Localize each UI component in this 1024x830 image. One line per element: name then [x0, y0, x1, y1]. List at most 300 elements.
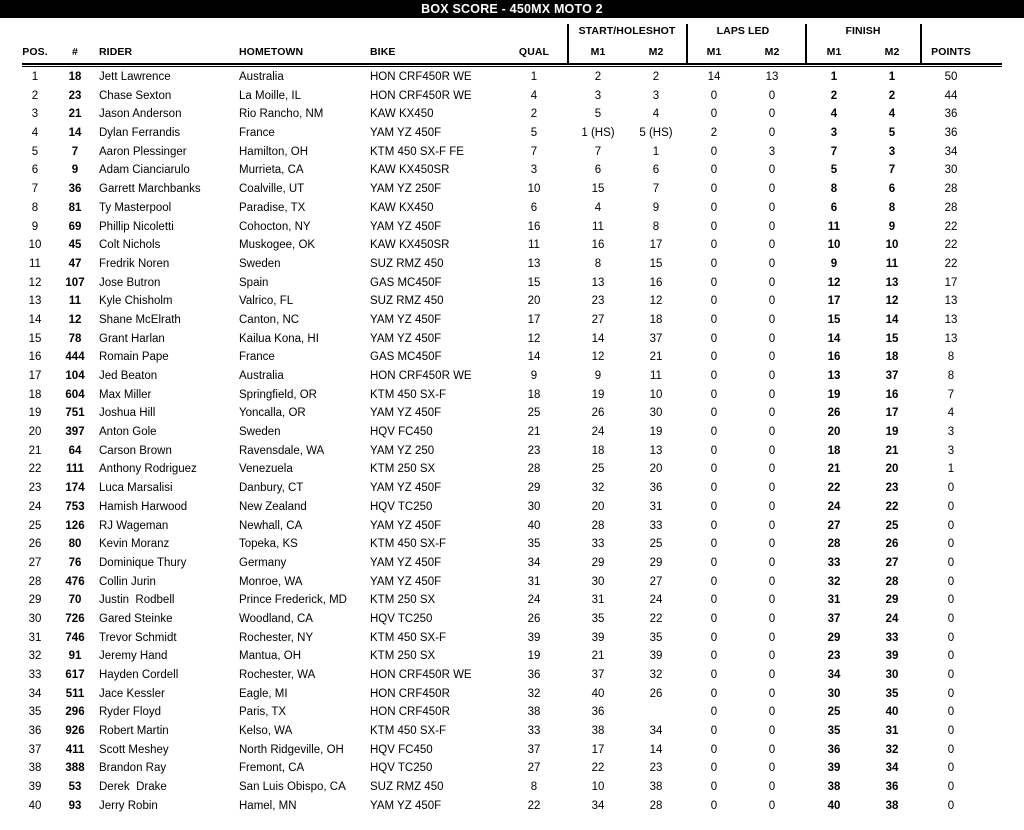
- cell-laps-m1: 0: [710, 108, 718, 121]
- cell-number: 45: [68, 239, 82, 252]
- cell-hometown: Muskogee, OK: [239, 239, 316, 252]
- column-header-hometown: HOMETOWN: [239, 46, 304, 58]
- column-header-start-m1: M1: [590, 46, 606, 58]
- cell-qual: 27: [527, 762, 541, 775]
- cell-points: 13: [944, 313, 958, 326]
- cell-number: 69: [68, 220, 82, 233]
- cell-start-m2: 20: [649, 463, 663, 476]
- cell-start-m1: 4: [594, 201, 602, 214]
- cell-qual: 17: [527, 313, 541, 326]
- cell-bike: KAW KX450: [370, 108, 434, 121]
- cell-finish-m2: 1: [888, 71, 896, 83]
- cell-finish-m1: 10: [827, 239, 841, 252]
- table-row[interactable]: [0, 423, 1024, 442]
- cell-number: 47: [68, 257, 82, 270]
- table-row[interactable]: [0, 161, 1024, 180]
- column-header-bike: BIKE: [370, 46, 396, 58]
- cell-pos: 2: [31, 89, 39, 102]
- cell-laps-m1: 0: [710, 295, 718, 308]
- cell-finish-m1: 13: [827, 370, 841, 382]
- cell-rider: Phillip Nicoletti: [99, 220, 174, 233]
- cell-start-m1: 10: [591, 781, 605, 794]
- column-header-qual: QUAL: [518, 46, 550, 58]
- cell-finish-m1: 36: [827, 743, 841, 756]
- cell-laps-m2: 0: [768, 594, 776, 607]
- cell-points: 28: [944, 201, 958, 214]
- cell-points: 3: [947, 426, 955, 439]
- cell-start-m1: 11: [592, 220, 604, 233]
- cell-start-m2: 35: [649, 631, 663, 644]
- cell-laps-m1: 0: [710, 650, 718, 663]
- cell-hometown: Kelso, WA: [239, 725, 293, 738]
- cell-rider: Chase Sexton: [99, 89, 172, 102]
- cell-finish-m1: 7: [830, 145, 838, 158]
- cell-rider: Ryder Floyd: [99, 706, 161, 719]
- cell-qual: 36: [527, 669, 541, 681]
- cell-start-m2: 30: [649, 407, 663, 420]
- cell-start-m2: 10: [649, 388, 663, 401]
- cell-points: 30: [944, 164, 958, 177]
- group-header-start-holeshot: START/HOLESHOT: [578, 25, 676, 37]
- group-header-finish: FINISH: [845, 25, 881, 37]
- cell-number: 12: [68, 313, 82, 326]
- cell-start-m1: 23: [591, 295, 605, 308]
- cell-laps-m2: 0: [768, 669, 776, 681]
- cell-pos: 18: [28, 388, 42, 401]
- cell-finish-m1: 37: [827, 612, 841, 625]
- cell-rider: Shane McElrath: [99, 313, 181, 326]
- cell-qual: 2: [530, 108, 538, 121]
- cell-start-m2: 18: [649, 313, 663, 326]
- cell-points: 0: [947, 650, 955, 663]
- cell-start-m2: 17: [649, 239, 663, 252]
- cell-qual: 25: [527, 407, 541, 420]
- cell-finish-m2: 27: [885, 556, 899, 569]
- cell-finish-m1: 11: [827, 220, 841, 233]
- cell-finish-m2: 20: [885, 463, 899, 476]
- cell-start-m2: 26: [649, 687, 663, 700]
- cell-points: 22: [944, 257, 958, 270]
- table-row[interactable]: [0, 460, 1024, 479]
- cell-rider: Fredrik Noren: [99, 257, 170, 270]
- column-header-number: #: [72, 46, 78, 58]
- cell-laps-m2: 0: [768, 743, 776, 756]
- cell-pos: 34: [28, 687, 42, 700]
- cell-points: 0: [947, 575, 955, 588]
- cell-start-m1: 36: [591, 706, 605, 719]
- table-row[interactable]: [0, 797, 1024, 816]
- cell-finish-m2: 38: [885, 799, 899, 812]
- table-row[interactable]: [0, 124, 1024, 143]
- cell-points: 22: [944, 220, 958, 233]
- cell-laps-m1: 0: [710, 370, 718, 382]
- cell-finish-m1: 20: [827, 426, 841, 439]
- cell-points: 17: [944, 276, 958, 289]
- cell-number: 111: [66, 463, 84, 476]
- cell-rider: Garrett Marchbanks: [99, 183, 201, 196]
- cell-start-m2: 22: [649, 612, 663, 625]
- cell-finish-m1: 6: [830, 201, 838, 214]
- cell-bike: SUZ RMZ 450: [370, 257, 444, 270]
- cell-start-m2: 14: [649, 743, 663, 756]
- cell-bike: KTM 450 SX-F FE: [370, 145, 464, 158]
- cell-laps-m1: 0: [710, 313, 718, 326]
- cell-qual: 29: [527, 482, 541, 495]
- cell-bike: KTM 450 SX-F: [370, 388, 447, 401]
- cell-bike: HQV TC250: [370, 500, 433, 513]
- cell-start-m1: 5: [594, 108, 602, 121]
- cell-points: 0: [947, 556, 955, 569]
- cell-start-m1: 37: [591, 669, 605, 681]
- cell-qual: 6: [530, 201, 538, 214]
- cell-pos: 31: [28, 631, 42, 644]
- cell-start-m1: 21: [591, 650, 605, 663]
- cell-points: 1: [947, 463, 955, 476]
- cell-qual: 7: [530, 145, 538, 158]
- cell-number: 397: [65, 426, 85, 439]
- cell-laps-m1: 0: [710, 201, 718, 214]
- cell-start-m2: 37: [649, 332, 663, 345]
- cell-start-m1: 30: [591, 575, 605, 588]
- cell-start-m2: 12: [649, 295, 663, 308]
- cell-start-m1: 22: [591, 762, 605, 775]
- cell-pos: 16: [28, 351, 42, 364]
- cell-laps-m1: 0: [710, 220, 718, 233]
- cell-rider: Scott Meshey: [99, 743, 169, 756]
- cell-laps-m2: 0: [768, 781, 776, 794]
- cell-bike: SUZ RMZ 450: [370, 781, 444, 794]
- table-row[interactable]: [0, 517, 1024, 536]
- cell-laps-m1: 0: [710, 482, 718, 495]
- cell-laps-m1: 0: [710, 164, 718, 177]
- page-title: BOX SCORE - 450MX MOTO 2: [0, 0, 1024, 18]
- cell-laps-m2: 0: [768, 762, 776, 775]
- cell-finish-m2: 32: [885, 743, 899, 756]
- cell-finish-m2: 4: [888, 108, 896, 121]
- cell-laps-m1: 0: [710, 669, 718, 681]
- table-row[interactable]: [0, 778, 1024, 797]
- cell-bike: YAM YZ 250: [370, 444, 435, 457]
- cell-pos: 23: [28, 482, 42, 495]
- header-rule-thick: [22, 63, 1002, 65]
- cell-hometown: Danbury, CT: [239, 482, 304, 495]
- cell-points: 13: [944, 332, 958, 345]
- cell-start-m2: 28: [649, 799, 663, 812]
- table-row[interactable]: [0, 367, 1024, 386]
- cell-qual: 23: [527, 444, 541, 457]
- table-row[interactable]: [0, 554, 1024, 573]
- cell-pos: 8: [31, 201, 39, 214]
- cell-laps-m2: 0: [768, 426, 776, 439]
- cell-laps-m1: 14: [707, 71, 721, 83]
- cell-start-m2: 27: [649, 575, 663, 588]
- cell-finish-m2: 7: [888, 164, 896, 177]
- cell-finish-m2: 14: [885, 313, 899, 326]
- cell-pos: 7: [31, 183, 39, 196]
- cell-pos: 35: [28, 706, 42, 719]
- cell-laps-m2: 0: [768, 444, 776, 457]
- cell-start-m1: 3: [594, 89, 602, 102]
- cell-finish-m2: 3: [888, 145, 896, 158]
- table-row[interactable]: [0, 330, 1024, 349]
- cell-pos: 21: [28, 444, 42, 457]
- cell-qual: 1: [530, 71, 538, 83]
- cell-start-m1: 31: [591, 594, 605, 607]
- cell-rider: Jose Butron: [99, 276, 161, 289]
- cell-number: 926: [65, 725, 85, 738]
- cell-hometown: Coalville, UT: [239, 183, 305, 196]
- cell-number: 80: [68, 538, 82, 551]
- cell-laps-m1: 0: [710, 781, 718, 794]
- cell-finish-m1: 2: [830, 89, 838, 102]
- cell-laps-m2: 13: [765, 71, 779, 83]
- cell-start-m2: 31: [649, 500, 663, 513]
- table-row[interactable]: [0, 610, 1024, 629]
- cell-finish-m1: 14: [827, 332, 841, 345]
- cell-hometown: Sweden: [239, 257, 281, 270]
- cell-number: 21: [68, 108, 82, 121]
- cell-number: 64: [68, 444, 82, 457]
- cell-finish-m2: 21: [885, 444, 899, 457]
- cell-hometown: New Zealand: [239, 500, 307, 513]
- cell-rider: Justin Rodbell: [99, 594, 175, 607]
- cell-laps-m1: 0: [710, 276, 718, 289]
- cell-bike: HQV FC450: [370, 426, 433, 439]
- cell-pos: 6: [31, 164, 39, 177]
- table-row[interactable]: [0, 741, 1024, 760]
- cell-laps-m1: 0: [710, 631, 718, 644]
- table-row[interactable]: [0, 68, 1024, 87]
- cell-number: 444: [65, 351, 85, 364]
- cell-points: 7: [947, 388, 955, 401]
- cell-points: 0: [947, 725, 955, 738]
- cell-points: 4: [947, 407, 955, 420]
- cell-start-m2: 1: [652, 145, 660, 158]
- cell-finish-m1: 39: [827, 762, 841, 775]
- cell-finish-m1: 34: [827, 669, 841, 681]
- table-row[interactable]: [0, 666, 1024, 685]
- cell-start-m2: 39: [649, 650, 663, 663]
- cell-points: 22: [944, 239, 958, 252]
- cell-pos: 1: [31, 71, 39, 83]
- cell-laps-m2: 0: [768, 388, 776, 401]
- table-row[interactable]: [0, 629, 1024, 648]
- cell-number: 104: [65, 370, 85, 382]
- table-row[interactable]: [0, 255, 1024, 274]
- cell-hometown: Murrieta, CA: [239, 164, 304, 177]
- cell-laps-m2: 0: [768, 407, 776, 420]
- group-header-laps-led: LAPS LED: [716, 25, 770, 37]
- cell-finish-m2: 36: [885, 781, 899, 794]
- cell-laps-m2: 0: [768, 370, 776, 382]
- cell-number: 511: [65, 687, 85, 700]
- cell-hometown: Monroe, WA: [239, 575, 303, 588]
- cell-laps-m1: 0: [710, 575, 718, 588]
- table-row[interactable]: [0, 199, 1024, 218]
- table-row[interactable]: [0, 759, 1024, 778]
- table-row[interactable]: [0, 479, 1024, 498]
- cell-points: 0: [947, 500, 955, 513]
- table-row[interactable]: [0, 685, 1024, 704]
- column-header-rider: RIDER: [99, 46, 133, 58]
- cell-start-m2: 38: [649, 781, 663, 794]
- cell-pos: 20: [28, 426, 42, 439]
- cell-start-m2: 36: [649, 482, 663, 495]
- cell-start-m1: 40: [591, 687, 605, 700]
- cell-start-m1: 20: [591, 500, 605, 513]
- cell-laps-m1: 0: [710, 426, 718, 439]
- cell-bike: YAM YZ 450F: [370, 799, 442, 812]
- cell-start-m1: 17: [591, 743, 605, 756]
- cell-pos: 5: [31, 145, 39, 158]
- cell-laps-m1: 0: [710, 762, 718, 775]
- table-row[interactable]: [0, 180, 1024, 199]
- cell-hometown: Yoncalla, OR: [239, 407, 306, 420]
- cell-start-m2: 32: [649, 669, 663, 681]
- cell-hometown: San Luis Obispo, CA: [239, 781, 346, 794]
- column-header-finish-m2: M2: [884, 46, 900, 58]
- cell-rider: Jett Lawrence: [99, 71, 171, 83]
- cell-start-m1: 24: [591, 426, 605, 439]
- table-row[interactable]: [0, 386, 1024, 405]
- table-row[interactable]: [0, 218, 1024, 237]
- cell-number: 14: [68, 127, 82, 140]
- cell-start-m2: 5 (HS): [639, 127, 673, 140]
- cell-qual: 35: [527, 538, 541, 551]
- table-row[interactable]: [0, 703, 1024, 722]
- cell-laps-m2: 0: [768, 725, 776, 738]
- cell-start-m2: 16: [649, 276, 663, 289]
- cell-hometown: Canton, NC: [239, 313, 300, 326]
- cell-hometown: Cohocton, NY: [239, 220, 311, 233]
- cell-finish-m1: 3: [830, 127, 838, 140]
- cell-hometown: Hamilton, OH: [239, 145, 309, 158]
- cell-rider: Colt Nichols: [99, 239, 161, 252]
- cell-number: 411: [65, 743, 85, 756]
- cell-start-m2: 29: [649, 556, 663, 569]
- cell-finish-m2: 28: [885, 575, 899, 588]
- cell-hometown: Eagle, MI: [239, 687, 288, 700]
- cell-number: 107: [65, 276, 85, 289]
- table-row[interactable]: [0, 105, 1024, 124]
- cell-laps-m2: 0: [768, 332, 776, 345]
- cell-finish-m2: 22: [885, 500, 899, 513]
- cell-rider: Gared Steinke: [99, 612, 173, 625]
- cell-bike: YAM YZ 450F: [370, 332, 442, 345]
- cell-finish-m1: 23: [827, 650, 841, 663]
- table-row[interactable]: [0, 404, 1024, 423]
- table-row[interactable]: [0, 722, 1024, 741]
- table-row[interactable]: [0, 348, 1024, 367]
- cell-laps-m1: 0: [710, 239, 718, 252]
- cell-pos: 25: [28, 519, 42, 532]
- cell-laps-m1: 0: [710, 257, 718, 270]
- table-row[interactable]: [0, 87, 1024, 106]
- table-row[interactable]: [0, 498, 1024, 517]
- table-row[interactable]: [0, 274, 1024, 293]
- cell-finish-m2: 15: [885, 332, 899, 345]
- cell-hometown: Newhall, CA: [239, 519, 303, 532]
- cell-start-m1: 9: [594, 370, 602, 382]
- cell-number: 388: [65, 762, 85, 775]
- cell-finish-m2: 34: [885, 762, 899, 775]
- cell-number: 9: [71, 164, 79, 177]
- table-row[interactable]: [0, 311, 1024, 330]
- cell-start-m2: 23: [649, 762, 663, 775]
- cell-pos: 30: [28, 612, 42, 625]
- cell-points: 0: [947, 762, 955, 775]
- cell-pos: 22: [28, 463, 42, 476]
- cell-finish-m1: 12: [827, 276, 841, 289]
- cell-rider: Max Miller: [99, 388, 152, 401]
- cell-qual: 37: [527, 743, 541, 756]
- cell-qual: 3: [530, 164, 538, 177]
- cell-pos: 10: [28, 239, 42, 252]
- cell-laps-m1: 0: [710, 725, 718, 738]
- cell-finish-m2: 30: [885, 669, 899, 681]
- cell-qual: 24: [527, 594, 541, 607]
- cell-start-m2: 19: [649, 426, 663, 439]
- table-row[interactable]: [0, 647, 1024, 666]
- cell-rider: Ty Masterpool: [99, 201, 172, 214]
- table-row[interactable]: [0, 143, 1024, 162]
- cell-laps-m2: 0: [768, 257, 776, 270]
- cell-start-m1: 19: [591, 388, 605, 401]
- cell-rider: Jason Anderson: [99, 108, 182, 121]
- cell-pos: 39: [28, 781, 42, 794]
- cell-hometown: Prince Frederick, MD: [239, 594, 347, 607]
- cell-qual: 8: [530, 781, 538, 794]
- cell-hometown: Rochester, NY: [239, 631, 314, 644]
- cell-start-m2: 25: [649, 538, 663, 551]
- cell-finish-m1: 28: [827, 538, 841, 551]
- cell-laps-m1: 2: [710, 127, 718, 140]
- cell-number: 746: [65, 631, 85, 644]
- cell-start-m2: 13: [649, 444, 663, 457]
- cell-finish-m2: 9: [888, 220, 896, 233]
- cell-rider: Brandon Ray: [99, 762, 167, 775]
- cell-qual: 9: [530, 370, 538, 382]
- cell-bike: YAM YZ 450F: [370, 556, 442, 569]
- cell-rider: Aaron Plessinger: [99, 145, 187, 158]
- table-row[interactable]: [0, 442, 1024, 461]
- cell-finish-m2: 23: [885, 482, 899, 495]
- table-row[interactable]: [0, 573, 1024, 592]
- cell-finish-m1: 35: [827, 725, 841, 738]
- cell-laps-m1: 0: [710, 687, 718, 700]
- cell-finish-m1: 33: [827, 556, 841, 569]
- cell-number: 70: [68, 594, 82, 607]
- cell-hometown: Rochester, WA: [239, 669, 316, 681]
- table-row[interactable]: [0, 236, 1024, 255]
- table-row[interactable]: [0, 591, 1024, 610]
- cell-laps-m1: 0: [710, 538, 718, 551]
- cell-start-m2: 34: [649, 725, 663, 738]
- cell-points: 0: [947, 669, 955, 681]
- cell-pos: 24: [28, 500, 42, 513]
- cell-qual: 22: [527, 799, 541, 812]
- table-row[interactable]: [0, 535, 1024, 554]
- results-table-body: [0, 68, 1024, 816]
- cell-pos: 15: [28, 332, 42, 345]
- table-row[interactable]: [0, 292, 1024, 311]
- cell-qual: 30: [527, 500, 541, 513]
- cell-hometown: Venezuela: [239, 463, 293, 476]
- cell-start-m2: 11: [650, 370, 662, 382]
- cell-number: 726: [65, 612, 85, 625]
- cell-laps-m2: 0: [768, 201, 776, 214]
- cell-laps-m2: 0: [768, 799, 776, 812]
